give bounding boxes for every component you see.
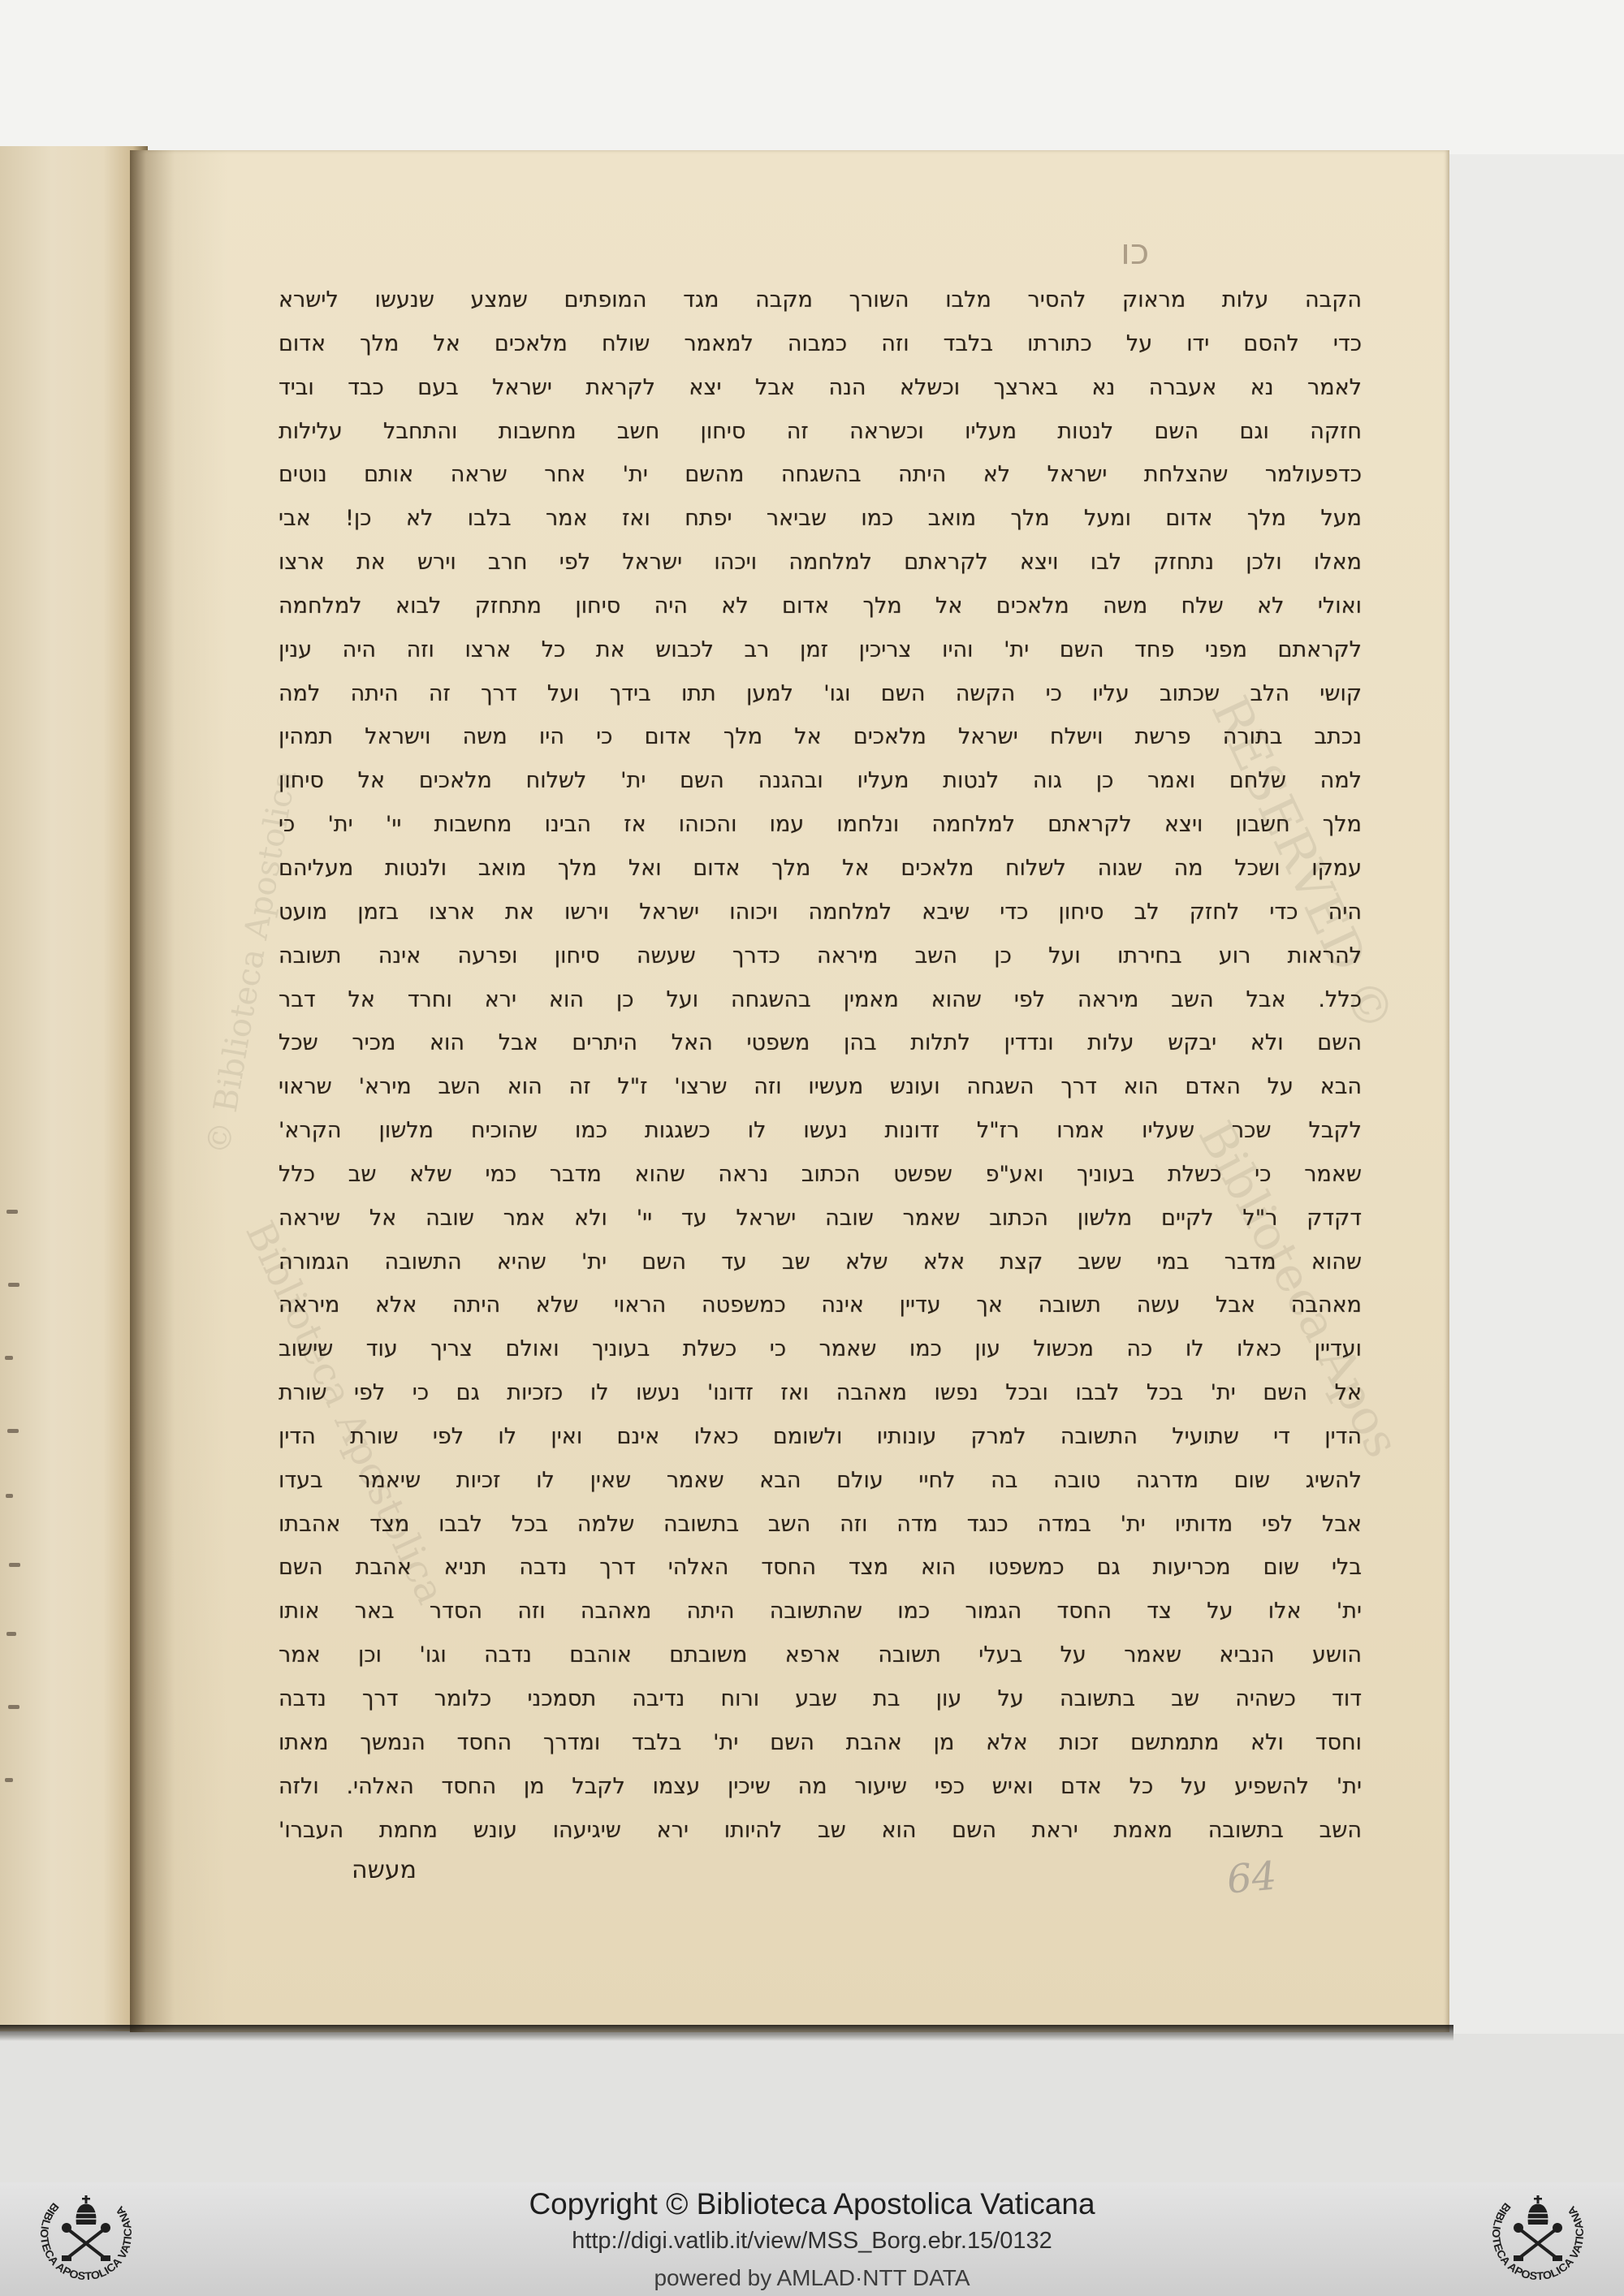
watermark-fragment: RESERVED © [1199,687,1407,1041]
manuscript-line: נכתב בתורה פרשת וישלח ישראל מלאכים אל מלך אדום כי היו משה וישראל תמהין [279,724,1362,750]
pencil-folio-number: 64 [1224,1853,1279,1903]
folio-number: כו [1121,231,1150,273]
papal-tiara-crossed-keys-icon [62,2195,110,2261]
manuscript-line: להראות רוע בחירתו ועל כן השב מיראה כדרך שעשה סיחון ופרעה אינה תשובה [279,943,1362,969]
manuscript-url: http://digi.vatlib.it/view/MSS_Borg.ebr.15/0132 [572,2228,1052,2254]
manuscript-line: השב בתשובה מאמת יראת השם הוא שב להיותו ירא שיגיעהו עונש מחמת העברו' [279,1817,1362,1843]
manuscript-line: קושי הלב שכתוב עליו כי הקשה השם וגו' למען תתו בידך ועל דרך זה היתה למה [279,680,1362,706]
logo-ring-text: BIBLIOTECA APOSTOLICA VATICANA [37,2200,135,2283]
manuscript-line: מעל מלך אדום ומעל מלך מואב כמו שביאר יפתח ואז אמר בלבו לא כן! אבי [279,506,1362,532]
watermark-fragment: Biblioteca Apostolica [236,1214,454,1612]
manuscript-line: שאמר כי כשלת בעוניך ואע"פ שפשט הכתוב נראה שהוא מדבר כמי שלא שב כלל [279,1161,1362,1187]
manuscript-line: הושע הנביא שאמר על בעלי תשובה ארפא משובתם אוהבם נדבה וגו' וכן אמר [279,1642,1362,1668]
manuscript-line: למה שלחם ואמר כן גוה לנטות מעליו ובהגנה השם ית' לשלוח מלאכים אל סיחון [279,768,1362,794]
facing-page-verso [0,146,148,2031]
manuscript-line: כדי להסם ידו על כתורתו בלבד וזה כמבוה למאמר שולח מלאכים אל מלך אדום [279,330,1362,356]
manuscript-line: אבל לפי מדותיו ית' במדה כנגד מדה וזה השב בתשובה שלמה בכל לבבו מצד אהבתו [279,1511,1362,1537]
manuscript-line: ית' אלו על צד החסד הגמור כמו שהתשובה היתה מאהבה וזה הסדר באר אותו [279,1599,1362,1625]
manuscript-line: הבא על האדם הוא דרך השגחה ועונש מעשיו וזה שרצו' ז"ל זה הוא השב מירא' שראוי [279,1074,1362,1100]
vatican-library-logo-right [1457,2184,1619,2294]
manuscript-line: דקדק ר"ל לקיים מלשון הכתוב שאמר שובה ישראל עד יי' ולא אמר שובה אל שיראה [279,1205,1362,1231]
watermark-fragment: Biblioteca Apos [1187,1112,1411,1466]
catchword: מעשה [352,1856,417,1884]
manuscript-line: היה כדי לחזק לב סיחון כדי שיבא למלחמה ויכוהו ישראל וירשו את ארצו בזמן מועט [279,899,1362,925]
papal-tiara-crossed-keys-icon [1514,2195,1562,2261]
manuscript-line: הדין די שתועיל התשובה למרק עונותיו ולשומם כאלו אינם ואין לו לפי שורת הדין [279,1423,1362,1449]
manuscript-line: מלך חשבון ויצא לקראתם למלחמה ונלחמו עמו והכוהו אז הבינו מחשבות יי' ית' כי [279,812,1362,838]
manuscript-line: אל השם ית' בכל לבבו ובכל נפשו מאהבה ואז זדונו' נעשו לו כזכיות גם כי לפי שורת [279,1380,1362,1406]
manuscript-line: וחסד ולא מתמתשם זכות אלא מן אהבת השם ית' בלבד ומדרך החסד הנמשך מאתו [279,1729,1362,1755]
manuscript-line: ועדיין כאלו לו כה מכשול עון כמו שאמר כי כשלת בעוניך ואולם צריך עוד שישוב [279,1336,1362,1362]
manuscript-line: מאהבה אבל עשה תשובה אך עדיין אינה כמשפטה הראוי שלא היתה אלא מיראה [279,1293,1362,1318]
manuscript-line: בלי שום מכריעות גם כמשפטו הוא מצד החסד האלהי דרך נדבה תניא אהבת השם [279,1555,1362,1581]
manuscript-page-recto [130,150,1449,2032]
powered-by: powered by AMLAD·NTT DATA [654,2265,970,2290]
logo-ring-text: BIBLIOTECA APOSTOLICA VATICANA [1489,2200,1587,2283]
scanner-background-top [0,0,1624,154]
manuscript-line: ית' להשפיע על כל אדם ואיש כפי שיעור מה שיכין עצמו לקבל מן החסד האלהי. ולזה [279,1773,1362,1799]
manuscript-line: לקבל שכר שעליו אמרו רז"ל זדונות נעשו לו כשגגות כמו שהוכיח מלשון הקרא' [279,1118,1362,1144]
watermark-fragment: © Biblioteca Apostolica [199,766,304,1158]
manuscript-text-block [279,278,1362,1852]
copyright-notice: Copyright © Biblioteca Apostolica Vaticana [529,2187,1095,2220]
scanner-background-bottom [0,2034,1624,2184]
manuscript-line: כדפעולמר שהצלחת ישראל לא היתה בהשגחה מהשם ית' אחר שראה אותם נוטים [279,462,1362,488]
manuscript-line: כלל. אבל השב מיראה לפי שהוא מאמין בהשגחה ועל כן הוא ירא וחרד אל דבר [279,986,1362,1012]
vatican-library-logo-left [5,2184,167,2294]
manuscript-line: עמקו ושכל מה שגוה לשלוח מלאכים אל מלך אדום ואל מלך מואב ולנטות מעליהם [279,855,1362,881]
manuscript-line: להשיג שום מדרגה טובה בה לחיי עולם הבא שאמר שאין לו זכיות שיאמר בעדו [279,1467,1362,1493]
manuscript-line: לקראתם מפני פחד השם ית' והיו צריכין זמן רב לכבוש את כל ארצו וזה היה ענין [279,637,1362,662]
manuscript-line: חזקה וגם השם לנטות מעליו וכשראה זה סיחון חשב מחשבות והתחבל עלילות [279,418,1362,444]
manuscript-line: הקבה עלות מראוק להסיר מלבו השורך מקבה מגד המופתים שמצע שנעשו לישרא [279,287,1362,313]
manuscript-line: השם ולא יבקש עלות ונדדין לתלות בהן משפטי האל היתרים אבל הוא מכיר שכל [279,1030,1362,1056]
copyright-footer [0,2182,1624,2296]
manuscript-line: לאמר נא אעברה נא בארצך וכשלא הנה אבל יצא לקראת ישראל בעם כבד וביד [279,374,1362,400]
manuscript-line: מאלו ולכן נתחזק לבו ויצא לקראתם למלחמה ויכהו ישראל לפי חרב וירש את ארצו [279,550,1362,576]
page-bottom-shadow [0,2025,1453,2041]
manuscript-line: דוד כשהיה שב בתשובה על עון בת שבע ורוח נדיבה תסמכני כלומר דרך נדבה [279,1686,1362,1711]
manuscript-line: שהוא מדבר במי ששב קצת אלא שלא שב עד השם ית' שהיא התשובה הגמורה [279,1249,1362,1275]
manuscript-line: ואולי לא שלח משה מלאכים אל מלך אדום לא היה סיחון מתחזק לבוא למלחמה [279,593,1362,619]
